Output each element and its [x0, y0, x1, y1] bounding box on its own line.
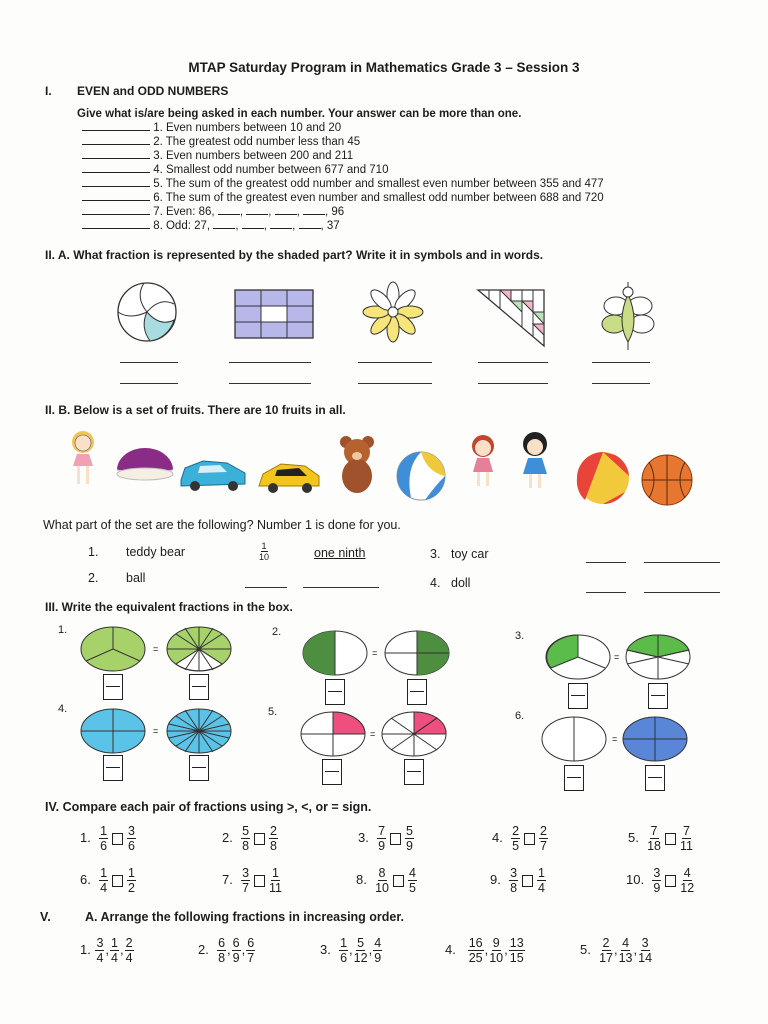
- fraction-answer-box[interactable]: [189, 755, 209, 781]
- fraction-denominator: 6: [128, 839, 135, 853]
- fraction-numerator: 4: [683, 866, 691, 880]
- compare-box[interactable]: [665, 833, 676, 845]
- fraction-numerator: 2: [125, 936, 133, 950]
- fraction-numerator: 1: [261, 541, 267, 551]
- fraction-numerator: 9: [492, 936, 500, 950]
- item-number: 5.: [580, 941, 591, 957]
- fraction-numerator: 2: [270, 824, 277, 838]
- section-1-instruction: Give what is/are being asked in each number. Your answer can be more than one.: [77, 108, 522, 120]
- fraction-denominator: 11: [679, 839, 693, 853]
- order-item: 3. $\frac{1}{6}$ , $\frac{5}{12}$ , $\frac{4}{9}$: [320, 936, 382, 965]
- fraction-numerator: 5: [242, 824, 250, 838]
- fraction-numerator: 16: [468, 936, 483, 950]
- fraction-numerator: 1: [100, 824, 108, 838]
- q2-number: 2.: [88, 571, 99, 585]
- fraction-denominator: 12: [353, 951, 368, 965]
- fraction-numerator: 2: [602, 936, 610, 950]
- fraction-numerator: 4: [622, 936, 630, 950]
- fraction-denominator: 8: [242, 839, 250, 853]
- item-number: 1.: [80, 829, 91, 845]
- fraction-denominator: 7: [242, 881, 250, 895]
- section-3-heading: III. Write the equivalent fractions in the box.: [45, 600, 293, 614]
- compare-box[interactable]: [522, 875, 533, 887]
- eq-item-label: 2.: [272, 626, 282, 638]
- fraction-answer-box[interactable]: [189, 674, 209, 700]
- fraction-answer-box[interactable]: [648, 683, 668, 709]
- fraction-denominator: 4: [111, 951, 118, 965]
- eq-item-label: 4.: [58, 703, 68, 715]
- compare-box[interactable]: [524, 833, 535, 845]
- fraction-numerator: 3: [96, 936, 104, 950]
- fraction-answer-box[interactable]: [103, 755, 123, 781]
- order-item: 1. $\frac{3}{4}$ , $\frac{1}{4}$ , $\frac{2}{4}$: [80, 936, 133, 965]
- list-item: 8. Odd: 27, , , , , 37: [82, 220, 340, 232]
- fraction-denominator: 4: [96, 951, 104, 965]
- section-1-heading: EVEN and ODD NUMBERS: [77, 84, 229, 98]
- item-value: 27,: [194, 220, 211, 232]
- page-title: MTAP Saturday Program in Mathematics Grade 3 – Session 3: [188, 60, 580, 75]
- fraction-denominator: 8: [270, 839, 277, 853]
- compare-box[interactable]: [254, 833, 265, 845]
- compare-box[interactable]: [393, 875, 404, 887]
- item-number: 10.: [626, 871, 645, 887]
- fraction-answer-box[interactable]: [407, 679, 427, 705]
- fraction-denominator: 9: [232, 951, 240, 965]
- compare-item: [490, 866, 547, 895]
- fraction-denominator: 4: [100, 881, 108, 895]
- section-4-heading: IV. Compare each pair of fractions using >, <, or = sign.: [45, 800, 372, 814]
- fraction-denominator: 9: [406, 839, 413, 853]
- fraction-denominator: 9: [378, 839, 386, 853]
- item-value: 86,: [198, 206, 215, 218]
- eq-item-label: 6.: [515, 710, 525, 722]
- item-number: 9.: [490, 871, 501, 887]
- fraction-denominator: 5: [512, 839, 520, 853]
- fraction-denominator: 8: [218, 951, 226, 965]
- fraction-numerator: 1: [111, 936, 118, 950]
- fraction-numerator: 6: [247, 936, 255, 950]
- fraction-answer-box[interactable]: [645, 765, 665, 791]
- item-number: 2.: [222, 829, 233, 845]
- pie-circle: [623, 717, 687, 761]
- q4-number: 4.: [430, 576, 441, 590]
- fraction-numerator: 1: [340, 936, 348, 950]
- item-text: 5. The sum of the greatest odd number and smallest even number between 355 and 477: [153, 178, 604, 190]
- fraction-numerator: 5: [357, 936, 365, 950]
- fraction-denominator: 9: [374, 951, 382, 965]
- fraction-numerator: 1: [272, 866, 279, 880]
- fraction-answer-box[interactable]: [568, 683, 588, 709]
- order-item: 4. $\frac{16}{25}$ , $\frac{9}{10}$ , $\frac{13}{15}$: [445, 936, 524, 965]
- fraction-numerator: 4: [374, 936, 382, 950]
- fraction-numerator: 3: [641, 936, 649, 950]
- fraction-denominator: 8: [510, 881, 518, 895]
- item-number: 4.: [492, 829, 503, 845]
- compare-item: [80, 866, 137, 895]
- fraction-denominator: 18: [647, 839, 661, 853]
- fraction-denominator: 10: [375, 881, 389, 895]
- compare-box[interactable]: [665, 875, 676, 887]
- item-text: 3. Even numbers between 200 and 211: [153, 150, 354, 162]
- order-item: 5. $\frac{2}{17}$ , $\frac{4}{13}$ , $\frac{3}{14}$: [580, 936, 653, 965]
- item-number: 8.: [356, 871, 367, 887]
- fraction-numerator: 1: [128, 866, 135, 880]
- q1-answer-words: one ninth: [314, 546, 366, 560]
- fraction-denominator: 2: [128, 881, 135, 895]
- compare-item: [222, 824, 279, 853]
- order-item: 2. $\frac{6}{8}$ , $\frac{6}{9}$ , $\frac{6}{7}$: [198, 936, 255, 965]
- item-text: 7. Even:: [153, 206, 196, 218]
- section-5-heading: A. Arrange the following fractions in increasing order.: [85, 910, 405, 924]
- compare-item: [356, 866, 418, 895]
- fraction-denominator: 10: [489, 951, 504, 965]
- fraction-numerator: 8: [378, 866, 386, 880]
- compare-item: [80, 824, 137, 853]
- fraction-numerator: 6: [218, 936, 226, 950]
- fraction-denominator: 25: [468, 951, 483, 965]
- item-text: 2. The greatest odd number less than 45: [153, 136, 361, 148]
- fraction-denominator: 4: [538, 881, 545, 895]
- fraction-numerator: 3: [653, 866, 661, 880]
- pie-circle: [382, 712, 446, 756]
- q1-number: 1.: [88, 545, 99, 559]
- fraction-denominator: 15: [509, 951, 524, 965]
- fraction-answer-box[interactable]: [404, 759, 424, 785]
- pie-circle: [546, 635, 610, 679]
- compare-item: [492, 824, 549, 853]
- section-1-numeral: I.: [45, 84, 52, 98]
- item-text: 4. Smallest odd number between 677 and 710: [153, 164, 389, 176]
- item-value: 96: [331, 206, 345, 218]
- equals-sign: =: [614, 652, 620, 662]
- compare-box[interactable]: [390, 833, 401, 845]
- fraction-denominator: 13: [618, 951, 633, 965]
- fraction-denominator: 17: [599, 951, 613, 965]
- section-2b-question: What part of the set are the following? Number 1 is done for you.: [43, 518, 401, 532]
- pie-circle: [303, 631, 367, 675]
- pie-circle: [81, 627, 145, 671]
- item-value: 37: [326, 220, 340, 232]
- q3-label: toy car: [451, 547, 489, 561]
- equals-sign: =: [153, 644, 159, 654]
- fraction-numerator: 4: [408, 866, 416, 880]
- q2-label: ball: [126, 571, 146, 585]
- q3-number: 3.: [430, 547, 441, 561]
- fraction-numerator: 1: [100, 866, 108, 880]
- compare-box[interactable]: [112, 833, 123, 845]
- item-number: 7.: [222, 871, 233, 887]
- pie-circle: [626, 635, 690, 679]
- fraction-denominator: 6: [340, 951, 348, 965]
- fraction-numerator: 3: [242, 866, 250, 880]
- equals-sign: =: [372, 648, 378, 658]
- item-text: 6. The sum of the greatest even number and smallest odd number between 688 and 720: [153, 192, 604, 204]
- fraction-denominator: 10: [259, 552, 270, 562]
- fraction-denominator: 7: [247, 951, 255, 965]
- fraction-numerator: 7: [378, 824, 386, 838]
- pie-circle: [301, 712, 365, 756]
- fraction-denominator: 11: [269, 881, 283, 895]
- fraction-answer-box[interactable]: [325, 679, 345, 705]
- fraction-numerator: 13: [509, 936, 524, 950]
- q4-label: doll: [451, 576, 471, 590]
- list-item: 7. Even: 86, , , , , 96: [82, 206, 344, 218]
- fraction-answer-box[interactable]: [322, 759, 342, 785]
- fraction-numerator: 2: [512, 824, 520, 838]
- section-2a-heading: II. A. What fraction is represented by the shaded part? Write it in symbols and in words.: [45, 248, 544, 262]
- compare-item: [222, 866, 283, 895]
- pie-circle: [81, 709, 145, 753]
- item-number: 6.: [80, 871, 91, 887]
- fraction-denominator: 5: [408, 881, 416, 895]
- fraction-denominator: 4: [125, 951, 133, 965]
- q1-label: teddy bear: [126, 545, 186, 559]
- compare-box[interactable]: [112, 875, 123, 887]
- item-number: 1.: [80, 941, 91, 957]
- pie-circle: [542, 717, 606, 761]
- item-number: 2.: [198, 941, 209, 957]
- eq-item-label: 1.: [58, 624, 68, 636]
- equals-sign: =: [153, 726, 159, 736]
- item-number: 3.: [320, 941, 331, 957]
- fraction-numerator: 3: [128, 824, 135, 838]
- equals-sign: =: [370, 729, 376, 739]
- fraction-numerator: 2: [540, 824, 547, 838]
- fraction-answer-box[interactable]: [564, 765, 584, 791]
- pie-circle: [167, 627, 231, 671]
- fraction-numerator: 7: [683, 824, 690, 838]
- equals-sign: =: [612, 734, 618, 744]
- pie-circle: [385, 631, 449, 675]
- compare-item: [358, 824, 415, 853]
- item-text: 1. Even numbers between 10 and 20: [153, 122, 342, 134]
- fraction-denominator: 9: [653, 881, 661, 895]
- compare-item: [628, 824, 694, 853]
- fraction-denominator: 7: [540, 839, 547, 853]
- item-number: 3.: [358, 829, 369, 845]
- item-text: 8. Odd:: [153, 220, 191, 232]
- item-number: 4.: [445, 941, 456, 957]
- fraction-numerator: 7: [650, 824, 658, 838]
- fraction-denominator: 6: [100, 839, 108, 853]
- fraction-numerator: 5: [406, 824, 413, 838]
- item-number: 5.: [628, 829, 639, 845]
- fraction-numerator: 3: [510, 866, 518, 880]
- section-2b-heading: II. B. Below is a set of fruits. There are 10 fruits in all.: [45, 403, 346, 417]
- fraction-denominator: 14: [638, 951, 653, 965]
- fraction-numerator: 1: [538, 866, 545, 880]
- fraction-numerator: 6: [232, 936, 240, 950]
- section-5-numeral: V.: [40, 910, 51, 924]
- compare-box[interactable]: [254, 875, 265, 887]
- fraction-denominator: 12: [680, 881, 695, 895]
- pie-circle: [167, 709, 231, 753]
- eq-item-label: 3.: [515, 630, 525, 642]
- eq-item-label: 5.: [268, 706, 278, 718]
- fraction-answer-box[interactable]: [103, 674, 123, 700]
- compare-item: [626, 866, 695, 895]
